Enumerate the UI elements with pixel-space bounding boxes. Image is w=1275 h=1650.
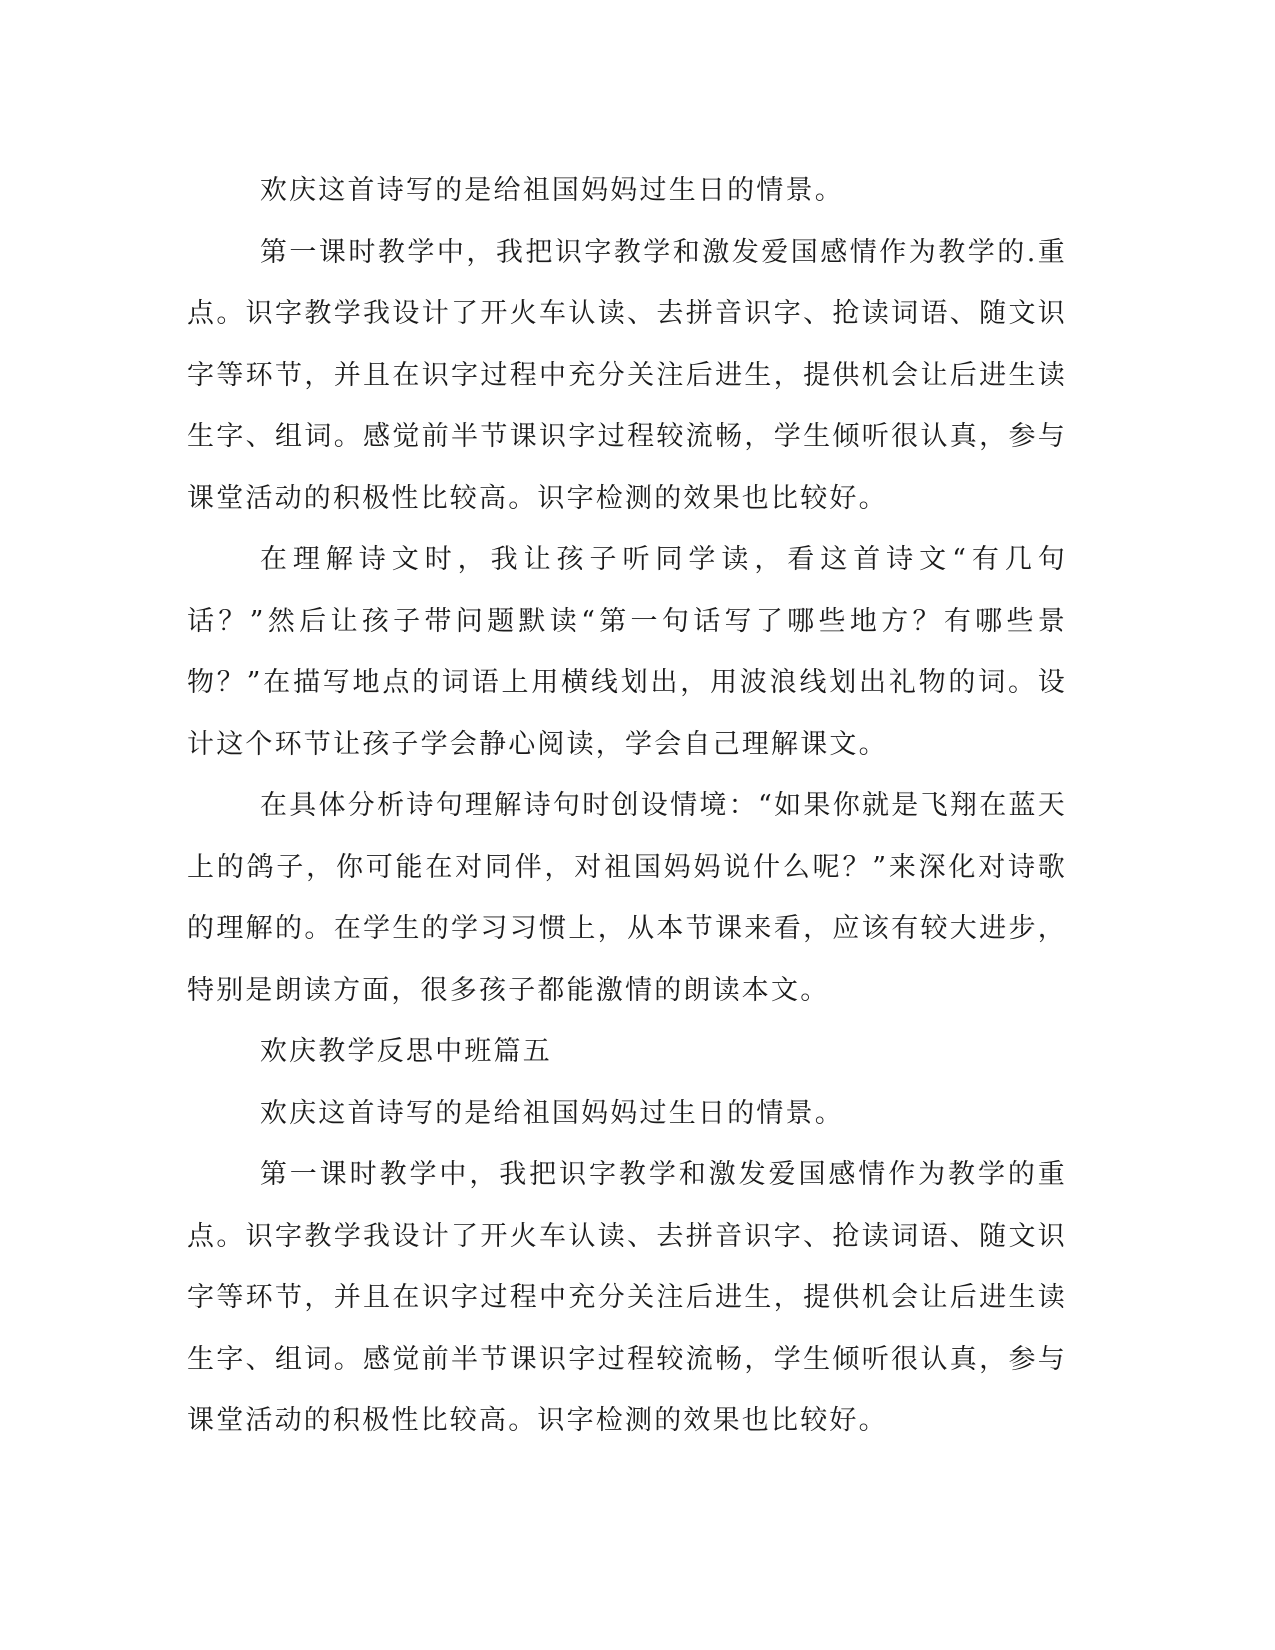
paragraph-first-lesson-repeat: 第一课时教学中，我把识字教学和激发爱国感情作为教学的重点。识字教学我设计了开火车认读、去拼音识字、抢读词语、随文识字等环节，并且在识字过程中充分关注后进生，提供机会让后进生读生字、组词。感觉前半节课识字过程较流畅，学生倾听很认真，参与课堂活动的积极性比较高。识字检测的效果也比较好。	[187, 1159, 1067, 1436]
document-body	[187, 160, 1067, 1452]
paragraph-understanding: 在理解诗文时，我让孩子听同学读，看这首诗文“有几句话？”然后让孩子带问题默读“第一句话写了哪些地方？有哪些景物？”在描写地点的词语上用横线划出，用波浪线划出礼物的词。设计这个环节让孩子学会静心阅读，学会自己理解课文。	[187, 544, 1067, 760]
paragraph-analysis: 在具体分析诗句理解诗句时创设情境：“如果你就是飞翔在蓝天上的鸽子，你可能在对同伴，对祖国妈妈说什么呢？”来深化对诗歌的理解的。在学生的学习习惯上，从本节课来看，应该有较大进步，特别是朗读方面，很多孩子都能激情的朗读本文。	[187, 790, 1067, 1006]
paragraph-intro: 欢庆这首诗写的是给祖国妈妈过生日的情景。	[259, 175, 844, 206]
paragraph-intro-repeat: 欢庆这首诗写的是给祖国妈妈过生日的情景。	[259, 1097, 844, 1129]
paragraph-first-lesson: 第一课时教学中，我把识字教学和激发爱国感情作为教学的.重点。识字教学我设计了开火车认读、去拼音识字、抢读词语、随文识字等环节，并且在识字过程中充分关注后进生，提供机会让后进生读生字、组词。感觉前半节课识字过程较流畅，学生倾听很认真，参与课堂活动的积极性比较高。识字检测的效果也比较好。	[187, 236, 1067, 514]
section-heading: 欢庆教学反思中班篇五	[259, 1036, 552, 1067]
